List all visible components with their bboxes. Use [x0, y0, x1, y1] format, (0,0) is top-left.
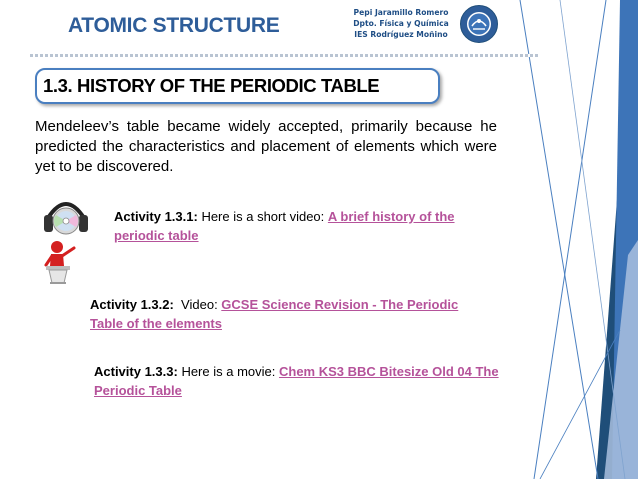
author-block: [338, 7, 464, 40]
intro-paragraph: Mendeleev’s table became widely accepted, primarily because he predicted the characteristics and placement of elements which were yet to be discovered.: [35, 118, 497, 175]
section-title: 1.3. HISTORY OF THE PERIODIC TABLE: [43, 75, 380, 96]
header-separator: [30, 54, 540, 57]
activity-3: [94, 362, 504, 400]
author-department: Dpto. Física y Química: [353, 19, 449, 28]
activity-3-label: Activity 1.3.3:: [94, 364, 178, 379]
school-logo-icon: [459, 4, 499, 44]
author-school: IES Rodríguez Moñino: [354, 30, 448, 39]
activity-1-link[interactable]: A brief history of the periodic table: [114, 209, 455, 243]
deco-line-1: [520, 0, 598, 479]
activity-2-text: Video:: [173, 297, 222, 312]
activity-1-label: Activity 1.3.1:: [114, 209, 198, 224]
presenter-icon: [40, 239, 82, 285]
header-title: ATOMIC STRUCTURE: [68, 14, 280, 37]
activity-2: [90, 295, 490, 333]
author-name: Pepi Jaramillo Romero: [353, 8, 449, 17]
activity-1: [114, 207, 494, 245]
activity-3-text: Here is a movie:: [177, 364, 279, 379]
activity-2-link[interactable]: GCSE Science Revision - The Periodic Table of the elements: [90, 297, 459, 331]
activity-1-text: Here is a short video:: [197, 209, 328, 224]
section-banner: [35, 68, 440, 104]
video-headphones-icon: [42, 196, 90, 238]
activity-3-link[interactable]: Chem KS3 BBC Bitesize Old 04 The Periodic Table: [94, 364, 499, 398]
activity-2-label: Activity 1.3.2:: [90, 297, 174, 312]
